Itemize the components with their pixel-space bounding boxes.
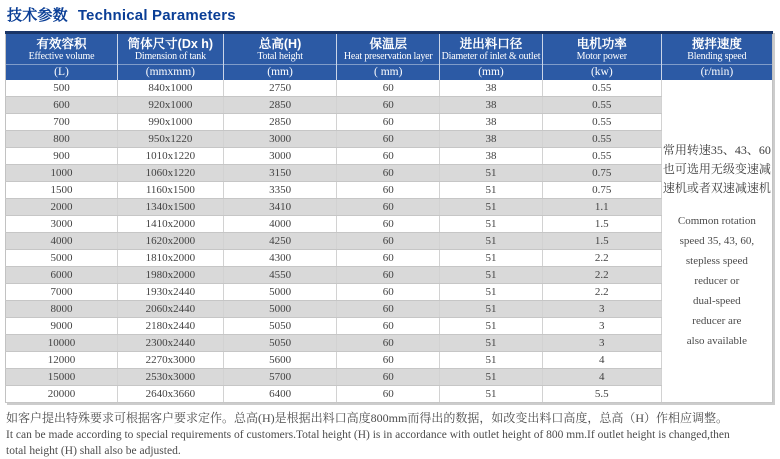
column-header-zh: 进出料口径	[459, 37, 523, 51]
table-cell: 4	[542, 369, 661, 386]
table-cell: 2850	[223, 114, 337, 131]
table-cell: 1500	[6, 182, 118, 199]
table-cell: 0.55	[542, 131, 661, 148]
table-cell: 5000	[6, 250, 118, 267]
table-cell: 2180x2440	[117, 318, 223, 335]
column-header-en: Diameter of inlet & outlet	[441, 51, 541, 62]
table-row	[6, 335, 773, 352]
table-cell: 1.5	[542, 233, 661, 250]
table-cell: 38	[440, 114, 543, 131]
table-row	[6, 216, 773, 233]
table-cell: 51	[440, 199, 543, 216]
table-cell: 4	[542, 352, 661, 369]
table-cell: 60	[337, 131, 440, 148]
table-cell: 3000	[6, 216, 118, 233]
table-cell: 6400	[223, 386, 337, 403]
table-cell: 3	[542, 318, 661, 335]
table-cell: 920x1000	[117, 97, 223, 114]
column-header-unit: (kw)	[543, 64, 661, 80]
table-row	[6, 352, 773, 369]
table-cell: 0.75	[542, 165, 661, 182]
table-cell: 51	[440, 165, 543, 182]
table-cell: 60	[337, 165, 440, 182]
column-header-zh: 总高(H)	[258, 37, 302, 51]
table-cell: 1010x1220	[117, 148, 223, 165]
table-row	[6, 267, 773, 284]
blending-speed-note-en: Common rotation speed 35, 43, 60, stepless speed reducer or dual-speed reducer are also available	[677, 215, 756, 347]
column-header-zh: 搅拌速度	[691, 37, 742, 51]
table-cell: 3	[542, 301, 661, 318]
column-header-unit: (mm)	[224, 64, 337, 80]
table-cell: 51	[440, 267, 543, 284]
table-cell: 6000	[6, 267, 118, 284]
table-cell: 60	[337, 97, 440, 114]
table-row	[6, 318, 773, 335]
table-cell: 5050	[223, 318, 337, 335]
table-cell: 4250	[223, 233, 337, 250]
table-cell: 2.2	[542, 284, 661, 301]
table-cell: 1060x1220	[117, 165, 223, 182]
table-row	[6, 165, 773, 182]
table-row	[6, 386, 773, 403]
table-cell: 2300x2440	[117, 335, 223, 352]
column-header-5	[440, 33, 543, 81]
table-cell: 51	[440, 233, 543, 250]
table-row	[6, 301, 773, 318]
table-cell: 2270x3000	[117, 352, 223, 369]
table-cell: 0.55	[542, 97, 661, 114]
table-cell: 2.2	[542, 250, 661, 267]
table-cell: 3350	[223, 182, 337, 199]
table-cell: 2.2	[542, 267, 661, 284]
page-title-zh: 技术参数	[7, 7, 68, 24]
column-header-unit: (L)	[6, 64, 117, 80]
table-cell: 60	[337, 148, 440, 165]
table-cell: 2850	[223, 97, 337, 114]
table-cell: 1000	[6, 165, 118, 182]
table-cell: 10000	[6, 335, 118, 352]
table-cell: 1410x2000	[117, 216, 223, 233]
table-cell: 0.55	[542, 114, 661, 131]
table-cell: 840x1000	[117, 80, 223, 97]
table-cell: 60	[337, 335, 440, 352]
table-cell: 60	[337, 80, 440, 97]
table-cell: 60	[337, 369, 440, 386]
table-cell: 51	[440, 301, 543, 318]
table-row	[6, 97, 773, 114]
column-header-1	[6, 33, 118, 81]
column-header-unit: (r/min)	[662, 64, 772, 80]
column-header-4	[337, 33, 440, 81]
table-cell: 20000	[6, 386, 118, 403]
table-cell: 38	[440, 148, 543, 165]
table-cell: 60	[337, 199, 440, 216]
column-header-zh: 保温层	[369, 37, 407, 51]
table-cell: 3000	[223, 148, 337, 165]
table-cell: 5000	[223, 284, 337, 301]
table-cell: 38	[440, 131, 543, 148]
column-header-2	[117, 33, 223, 81]
column-header-en: Dimension of tank	[134, 51, 206, 62]
table-cell: 800	[6, 131, 118, 148]
table-cell: 700	[6, 114, 118, 131]
table-cell: 1810x2000	[117, 250, 223, 267]
column-header-en: Blending speed	[687, 51, 747, 62]
column-header-7	[661, 33, 772, 81]
table-cell: 51	[440, 250, 543, 267]
blending-speed-note	[661, 80, 772, 403]
table-row	[6, 114, 773, 131]
table-cell: 2750	[223, 80, 337, 97]
table-cell: 4300	[223, 250, 337, 267]
footnote	[6, 409, 773, 459]
table-cell: 2060x2440	[117, 301, 223, 318]
table-cell: 60	[337, 386, 440, 403]
table-cell: 60	[337, 352, 440, 369]
table-cell: 3150	[223, 165, 337, 182]
table-cell: 60	[337, 216, 440, 233]
table-cell: 51	[440, 216, 543, 233]
column-header-en: Total height	[257, 51, 303, 62]
table-cell: 51	[440, 318, 543, 335]
footnote-en-line1: It can be made according to special requirements of customers.Total height (H) is in accordance with outlet height of 800 mm.If outlet height is changed,then	[6, 429, 730, 441]
table-row	[6, 131, 773, 148]
table-cell: 15000	[6, 369, 118, 386]
table-cell: 500	[6, 80, 118, 97]
column-header-zh: 有效容积	[36, 37, 87, 51]
table-cell: 2000	[6, 199, 118, 216]
table-row	[6, 80, 773, 97]
table-cell: 5600	[223, 352, 337, 369]
table-cell: 0.55	[542, 148, 661, 165]
column-header-3	[223, 33, 337, 81]
table-cell: 990x1000	[117, 114, 223, 131]
table-cell: 60	[337, 114, 440, 131]
table-cell: 5000	[223, 301, 337, 318]
column-header-6	[542, 33, 661, 81]
table-cell: 2640x3660	[117, 386, 223, 403]
table-cell: 4550	[223, 267, 337, 284]
column-header-en: Effective volume	[28, 51, 95, 62]
table-cell: 1980x2000	[117, 267, 223, 284]
table-cell: 5.5	[542, 386, 661, 403]
table-cell: 60	[337, 318, 440, 335]
table-cell: 2530x3000	[117, 369, 223, 386]
table-cell: 1930x2440	[117, 284, 223, 301]
parameters-table	[5, 31, 773, 403]
table-body	[6, 80, 773, 403]
table-cell: 1.1	[542, 199, 661, 216]
table-cell: 60	[337, 267, 440, 284]
table-cell: 3410	[223, 199, 337, 216]
table-cell: 1620x2000	[117, 233, 223, 250]
page-title-en: Technical Parameters	[77, 7, 236, 24]
table-cell: 3	[542, 335, 661, 352]
table-cell: 38	[440, 97, 543, 114]
table-cell: 60	[337, 284, 440, 301]
table-cell: 51	[440, 369, 543, 386]
table-cell: 8000	[6, 301, 118, 318]
table-row	[6, 148, 773, 165]
table-cell: 60	[337, 301, 440, 318]
table-cell: 1160x1500	[117, 182, 223, 199]
table-cell: 51	[440, 182, 543, 199]
column-header-zh: 电机功率	[576, 37, 627, 51]
table-cell: 5700	[223, 369, 337, 386]
table-cell: 51	[440, 284, 543, 301]
blending-speed-note-zh: 常用转速35、43、60 也可选用无级变速减 速机或者双速减速机	[662, 143, 771, 195]
table-cell: 7000	[6, 284, 118, 301]
column-header-en: Motor power	[576, 51, 627, 62]
table-cell: 60	[337, 182, 440, 199]
column-header-unit: ( mm)	[337, 64, 439, 80]
table-row	[6, 369, 773, 386]
table-header	[6, 33, 773, 81]
table-cell: 60	[337, 250, 440, 267]
table-cell: 0.55	[542, 80, 661, 97]
table-cell: 4000	[223, 216, 337, 233]
table-cell: 51	[440, 352, 543, 369]
table-cell: 51	[440, 335, 543, 352]
table-row	[6, 199, 773, 216]
table-cell: 3000	[223, 131, 337, 148]
column-header-unit: (mm)	[440, 64, 542, 80]
footnote-zh: 如客户提出特殊要求可根据客户要求定作。总高(H)是根据出料口高度800mm而得出的数据，如改变出料口高度，总高（H）作相应调整。	[6, 411, 728, 425]
table-cell: 950x1220	[117, 131, 223, 148]
table-cell: 900	[6, 148, 118, 165]
table-row	[6, 233, 773, 250]
table-cell: 12000	[6, 352, 118, 369]
table-header-row	[6, 33, 773, 81]
table-cell: 0.75	[542, 182, 661, 199]
footnote-en-line2: total height (H) shall also be adjusted.	[6, 445, 181, 457]
table-row	[6, 250, 773, 267]
table-cell: 600	[6, 97, 118, 114]
table-cell: 38	[440, 80, 543, 97]
column-header-unit: (mmxmm)	[118, 64, 223, 80]
table-cell: 51	[440, 386, 543, 403]
page-title	[7, 4, 773, 25]
table-row	[6, 284, 773, 301]
table-cell: 4000	[6, 233, 118, 250]
table-cell: 5050	[223, 335, 337, 352]
table-row	[6, 182, 773, 199]
column-header-en: Heat preservation layer	[343, 51, 433, 62]
table-cell: 1.5	[542, 216, 661, 233]
table-cell: 9000	[6, 318, 118, 335]
table-cell: 60	[337, 233, 440, 250]
table-cell: 1340x1500	[117, 199, 223, 216]
column-header-zh: 筒体尺寸(Dx h)	[127, 37, 214, 51]
